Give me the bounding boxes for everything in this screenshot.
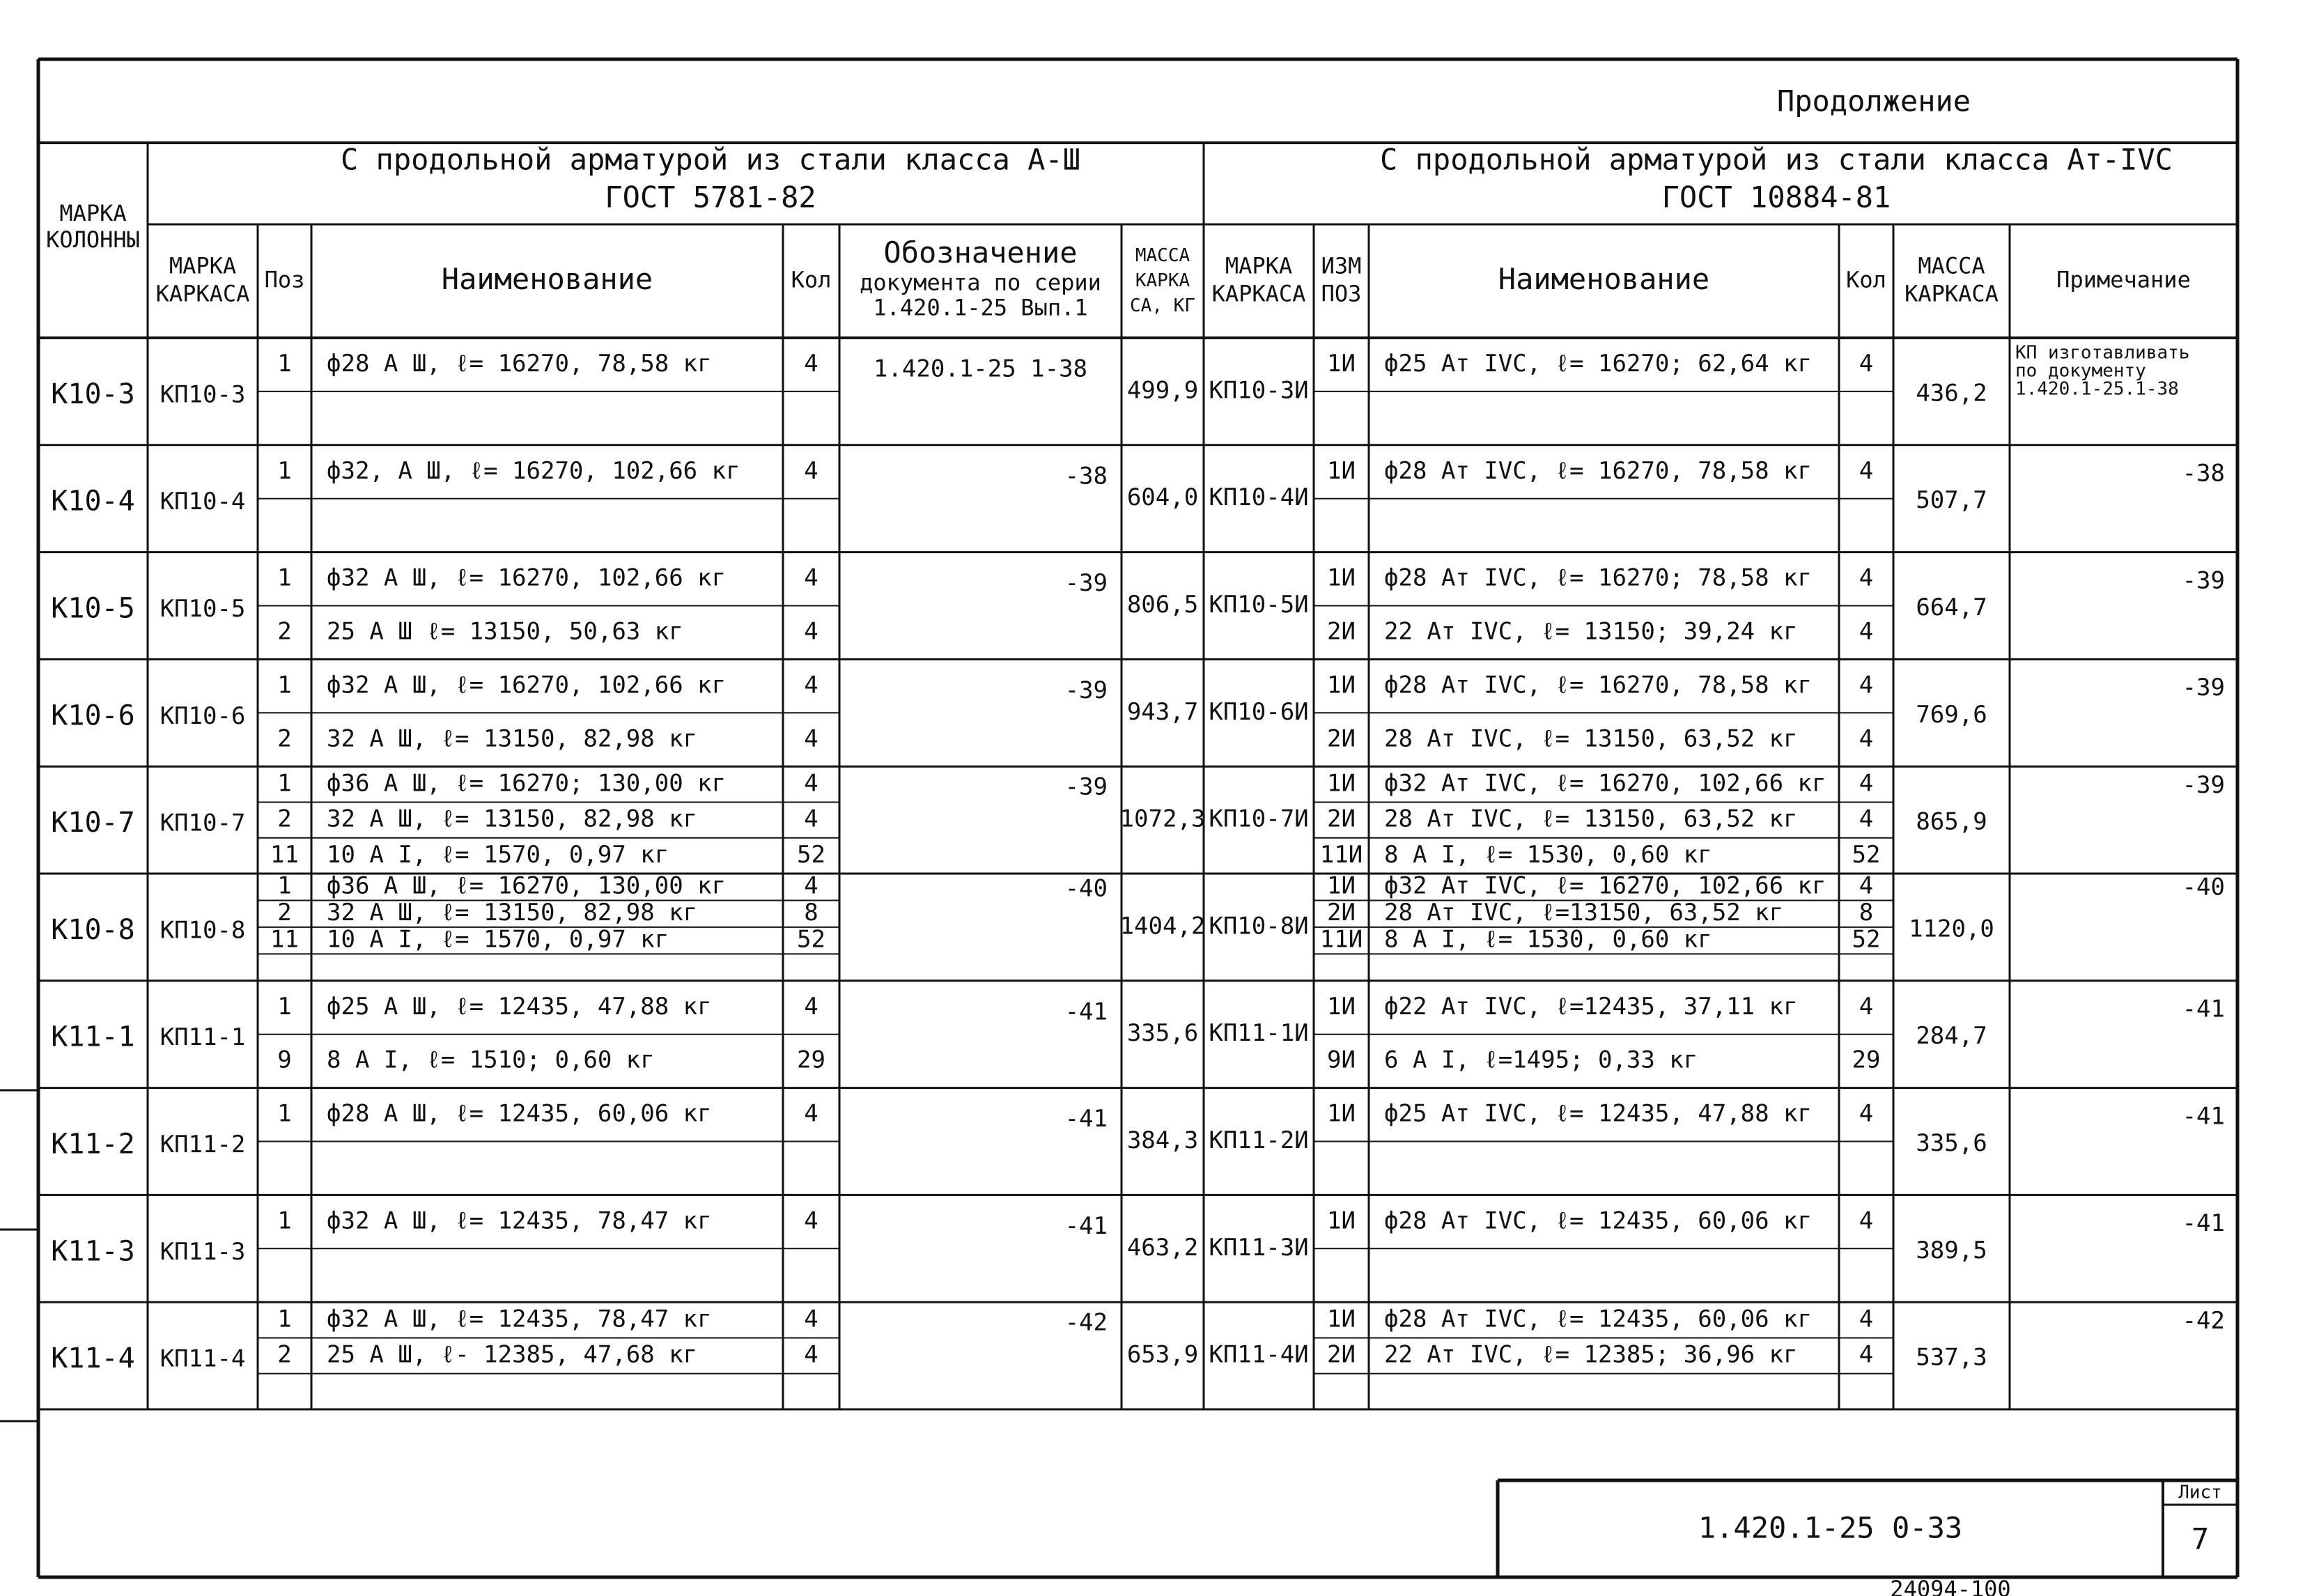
massa-value: 806,5 bbox=[1126, 591, 1199, 619]
poz-cell: 11 bbox=[270, 925, 299, 954]
naimenovanie-cell-r: 28 Ат ІVС, ℓ= 13150, 63,52 кг bbox=[1384, 805, 1798, 833]
naimenovanie-cell-r: ф25 Ат ІVС, ℓ= 12435, 47,88 кг bbox=[1384, 1099, 1813, 1128]
kol-cell-r: 4 bbox=[1859, 805, 1874, 833]
karkas-mark: КП11-2 bbox=[160, 1131, 246, 1159]
poz-cell: 2 bbox=[277, 617, 292, 646]
kol-cell-r: 4 bbox=[1859, 617, 1874, 646]
massa-value-r: 865,9 bbox=[1916, 807, 1987, 836]
kol-cell-r: 4 bbox=[1859, 769, 1874, 798]
note-text: -39 bbox=[2182, 770, 2225, 799]
doc-designation: -39 bbox=[1064, 569, 1108, 598]
massa-value: 384,3 bbox=[1126, 1126, 1199, 1154]
poz-cell: 1 bbox=[277, 1207, 292, 1235]
note-text: -41 bbox=[2182, 1102, 2225, 1131]
doc-designation: -39 bbox=[1064, 676, 1108, 705]
header-marka-karkasa: МАРКА bbox=[169, 252, 237, 279]
header-marka-karkasa-r: КАРКАСА bbox=[1211, 280, 1306, 307]
karkas-mark: КП11-3 bbox=[160, 1237, 246, 1266]
header-poz: Поз bbox=[264, 266, 305, 293]
naimenovanie-cell-r: ф28 Ат ІVС, ℓ= 12435, 60,06 кг bbox=[1384, 1305, 1813, 1333]
massa-value-r: 1120,0 bbox=[1909, 915, 1994, 943]
poz-cell: 1 bbox=[277, 1099, 292, 1128]
izm-poz-cell: 2И bbox=[1327, 805, 1356, 833]
karkas-mark-r: КП10-7И bbox=[1209, 805, 1309, 833]
kol-cell: 4 bbox=[804, 349, 818, 378]
poz-cell: 1 bbox=[277, 456, 292, 485]
kol-cell: 4 bbox=[804, 769, 818, 798]
note-text: 1.420.1-25.1-38 bbox=[2015, 378, 2179, 400]
karkas-mark: КП10-4 bbox=[160, 488, 246, 516]
header-massa-r: КАРКАСА bbox=[1904, 280, 1999, 307]
naimenovanie-cell-r: ф25 Ат ІVС, ℓ= 16270; 62,64 кг bbox=[1384, 349, 1813, 378]
naimenovanie-cell: 10 А І, ℓ= 1570, 0,97 кг bbox=[327, 840, 669, 869]
naimenovanie-cell-r: ф28 Ат ІVС, ℓ= 12435, 60,06 кг bbox=[1384, 1207, 1813, 1235]
kol-cell-r: 4 bbox=[1859, 871, 1874, 900]
karkas-mark-r: КП11-2И bbox=[1209, 1126, 1309, 1154]
naimenovanie-cell: ф36 А Ш, ℓ= 16270; 130,00 кг bbox=[327, 769, 727, 798]
izm-poz-cell: 2И bbox=[1327, 725, 1356, 753]
kolonna-mark: К11-4 bbox=[51, 1342, 135, 1375]
kol-cell-r: 4 bbox=[1859, 725, 1874, 753]
note-text: -39 bbox=[2182, 566, 2225, 595]
kolonna-mark: К10-6 bbox=[51, 699, 135, 732]
naimenovanie-cell-r: 22 Ат ІVС, ℓ= 12385; 36,96 кг bbox=[1384, 1340, 1798, 1369]
karkas-mark-r: КП10-3И bbox=[1209, 376, 1309, 405]
stamp-sheet-number: 7 bbox=[2191, 1521, 2210, 1556]
izm-poz-cell: 1И bbox=[1327, 992, 1356, 1021]
group-right-gost: ГОСТ 10884-81 bbox=[1661, 180, 1891, 215]
group-right-title: С продольной арматурой из стали класса Ат-ІVС bbox=[1380, 142, 2173, 177]
footer-number: 24094-100 bbox=[1890, 1576, 2011, 1596]
header-marka-kolonny: МАРКА bbox=[59, 200, 127, 226]
kol-cell-r: 4 bbox=[1859, 1340, 1874, 1369]
header-naimenovanie-r: Наименование bbox=[1498, 262, 1710, 296]
karkas-mark: КП10-7 bbox=[160, 809, 246, 837]
kol-cell: 4 bbox=[804, 725, 818, 753]
poz-cell: 1 bbox=[277, 671, 292, 699]
header-massa: МАССА bbox=[1135, 245, 1190, 266]
header-marka-karkasa: КАРКАСА bbox=[155, 280, 250, 307]
karkas-mark-r: КП10-4И bbox=[1209, 483, 1309, 512]
kolonna-mark: К10-8 bbox=[51, 913, 135, 946]
note-text: -38 bbox=[2182, 459, 2225, 488]
izm-poz-cell: 1И bbox=[1327, 1207, 1356, 1235]
massa-value: 463,2 bbox=[1126, 1233, 1199, 1262]
kolonna-mark: К10-7 bbox=[51, 807, 135, 839]
izm-poz-cell: 1И bbox=[1327, 564, 1356, 592]
note-text: -41 bbox=[2182, 995, 2225, 1023]
header-izm-poz: ПОЗ bbox=[1321, 280, 1362, 307]
note-text: -39 bbox=[2182, 674, 2225, 702]
massa-value-r: 436,2 bbox=[1916, 379, 1987, 408]
kol-cell-r: 4 bbox=[1859, 1305, 1874, 1333]
kol-cell: 4 bbox=[804, 871, 818, 900]
kol-cell: 4 bbox=[804, 1099, 818, 1128]
karkas-mark: КП11-1 bbox=[160, 1023, 246, 1052]
header-oboznachenie: 1.420.1-25 Вып.1 bbox=[873, 294, 1088, 321]
note-text: -41 bbox=[2182, 1209, 2225, 1238]
massa-value-r: 664,7 bbox=[1916, 594, 1987, 621]
kolonna-mark: К10-3 bbox=[51, 378, 135, 410]
doc-designation: 1.420.1-25 1-38 bbox=[873, 355, 1088, 383]
karkas-mark-r: КП10-5И bbox=[1209, 591, 1309, 619]
poz-cell: 1 bbox=[277, 349, 292, 378]
naimenovanie-cell: 25 А Ш, ℓ- 12385, 47,68 кг bbox=[327, 1340, 698, 1369]
poz-cell: 2 bbox=[277, 725, 292, 753]
naimenovanie-cell: ф28 А Ш, ℓ= 16270, 78,58 кг bbox=[327, 349, 712, 378]
kol-cell: 52 bbox=[797, 840, 825, 869]
izm-poz-cell: 1И bbox=[1327, 1099, 1356, 1128]
naimenovanie-cell-r: 8 А І, ℓ= 1530, 0,60 кг bbox=[1384, 925, 1712, 954]
poz-cell: 11 bbox=[270, 840, 299, 869]
kol-cell-r: 4 bbox=[1859, 1207, 1874, 1235]
naimenovanie-cell: 8 А І, ℓ= 1510; 0,60 кг bbox=[327, 1046, 655, 1074]
kolonna-mark: К11-1 bbox=[51, 1021, 135, 1053]
karkas-mark-r: КП11-3И bbox=[1209, 1233, 1309, 1262]
naimenovanie-cell: 25 А Ш ℓ= 13150, 50,63 кг bbox=[327, 617, 683, 646]
massa-value: 335,6 bbox=[1126, 1019, 1199, 1048]
header-kol: Кол bbox=[791, 266, 832, 293]
kolonna-mark: К10-5 bbox=[51, 592, 135, 625]
kol-cell-r: 52 bbox=[1852, 840, 1881, 869]
kol-cell: 4 bbox=[804, 456, 818, 485]
group-left-title: С продольной арматурой из стали класса А-Ш bbox=[340, 142, 1081, 177]
kolonna-mark: К11-3 bbox=[51, 1235, 135, 1268]
kol-cell-r: 4 bbox=[1859, 1099, 1874, 1128]
massa-value: 1072,3 bbox=[1119, 805, 1206, 833]
doc-designation: -40 bbox=[1064, 874, 1108, 903]
naimenovanie-cell-r: 6 А І, ℓ=1495; 0,33 кг bbox=[1384, 1046, 1698, 1074]
naimenovanie-cell-r: ф22 Ат ІVС, ℓ=12435, 37,11 кг bbox=[1384, 992, 1798, 1021]
doc-designation: -41 bbox=[1064, 1105, 1108, 1133]
kol-cell-r: 29 bbox=[1852, 1046, 1881, 1074]
izm-poz-cell: 1И bbox=[1327, 769, 1356, 798]
header-marka-karkasa-r: МАРКА bbox=[1225, 252, 1293, 279]
header-oboznachenie: документа по серии bbox=[860, 269, 1101, 296]
naimenovanie-cell-r: ф32 Ат ІVС, ℓ= 16270, 102,66 кг bbox=[1384, 871, 1826, 900]
poz-cell: 1 bbox=[277, 992, 292, 1021]
header-massa-r: МАССА bbox=[1918, 252, 1985, 279]
naimenovanie-cell-r: 8 А І, ℓ= 1530, 0,60 кг bbox=[1384, 840, 1712, 869]
naimenovanie-cell-r: ф32 Ат ІVС, ℓ= 16270, 102,66 кг bbox=[1384, 769, 1826, 798]
naimenovanie-cell: 32 А Ш, ℓ= 13150, 82,98 кг bbox=[327, 725, 698, 753]
izm-poz-cell: 2И bbox=[1327, 617, 1356, 646]
naimenovanie-cell-r: 22 Ат ІVС, ℓ= 13150; 39,24 кг bbox=[1384, 617, 1798, 646]
naimenovanie-cell: 32 А Ш, ℓ= 13150, 82,98 кг bbox=[327, 899, 698, 927]
kol-cell: 4 bbox=[804, 671, 818, 699]
massa-value: 943,7 bbox=[1126, 697, 1199, 726]
massa-value-r: 335,6 bbox=[1916, 1129, 1987, 1157]
izm-poz-cell: 1И bbox=[1327, 671, 1356, 699]
massa-value-r: 507,7 bbox=[1916, 486, 1987, 515]
kol-cell: 29 bbox=[797, 1046, 825, 1074]
group-left-gost: ГОСТ 5781-82 bbox=[605, 180, 816, 215]
izm-poz-cell: 9И bbox=[1327, 1046, 1356, 1074]
karkas-mark-r: КП10-6И bbox=[1209, 697, 1309, 726]
izm-poz-cell: 11И bbox=[1319, 840, 1363, 869]
kol-cell: 4 bbox=[804, 805, 818, 833]
kol-cell-r: 4 bbox=[1859, 992, 1874, 1021]
kol-cell-r: 8 bbox=[1859, 899, 1874, 927]
karkas-mark-r: КП11-4И bbox=[1209, 1340, 1309, 1369]
massa-value-r: 284,7 bbox=[1916, 1022, 1987, 1051]
massa-value: 653,9 bbox=[1126, 1340, 1199, 1369]
naimenovanie-cell: ф32 А Ш, ℓ= 12435, 78,47 кг bbox=[327, 1305, 712, 1333]
continuation-label: Продолжение bbox=[1776, 84, 1971, 118]
izm-poz-cell: 2И bbox=[1327, 1340, 1356, 1369]
doc-designation: -42 bbox=[1064, 1308, 1108, 1337]
naimenovanie-cell: ф32 А Ш, ℓ= 12435, 78,47 кг bbox=[327, 1207, 712, 1235]
karkas-mark-r: КП11-1И bbox=[1209, 1019, 1309, 1048]
kol-cell-r: 4 bbox=[1859, 671, 1874, 699]
note-text: по документу bbox=[2015, 360, 2146, 382]
header-primechanie: Примечание bbox=[2056, 266, 2191, 293]
naimenovanie-cell-r: ф28 Ат ІVС, ℓ= 16270, 78,58 кг bbox=[1384, 671, 1813, 699]
note-text: КП изготавливать bbox=[2015, 342, 2190, 364]
karkas-mark: КП11-4 bbox=[160, 1345, 246, 1373]
naimenovanie-cell-r: 28 Ат ІVС, ℓ= 13150, 63,52 кг bbox=[1384, 725, 1798, 753]
note-text: -40 bbox=[2182, 873, 2225, 901]
doc-designation: -41 bbox=[1064, 1212, 1108, 1241]
naimenovanie-cell-r: ф28 Ат ІVС, ℓ= 16270; 78,58 кг bbox=[1384, 564, 1813, 592]
naimenovanie-cell-r: ф28 Ат ІVС, ℓ= 16270, 78,58 кг bbox=[1384, 456, 1813, 485]
doc-designation: -41 bbox=[1064, 998, 1108, 1026]
kol-cell: 52 bbox=[797, 925, 825, 954]
naimenovanie-cell: ф32 А Ш, ℓ= 16270, 102,66 кг bbox=[327, 564, 727, 592]
naimenovanie-cell: 10 А І, ℓ= 1570, 0,97 кг bbox=[327, 925, 669, 954]
naimenovanie-cell-r: 28 Ат ІVС, ℓ=13150, 63,52 кг bbox=[1384, 899, 1784, 927]
naimenovanie-cell: ф36 А Ш, ℓ= 16270, 130,00 кг bbox=[327, 871, 727, 900]
kolonna-mark: К11-2 bbox=[51, 1128, 135, 1161]
massa-value-r: 769,6 bbox=[1916, 700, 1987, 729]
naimenovanie-cell: ф32 А Ш, ℓ= 16270, 102,66 кг bbox=[327, 671, 727, 699]
poz-cell: 1 bbox=[277, 564, 292, 592]
kol-cell: 4 bbox=[804, 1340, 818, 1369]
kol-cell: 4 bbox=[804, 617, 818, 646]
poz-cell: 1 bbox=[277, 871, 292, 900]
kol-cell: 4 bbox=[804, 1305, 818, 1333]
izm-poz-cell: 1И bbox=[1327, 456, 1356, 485]
kol-cell: 4 bbox=[804, 564, 818, 592]
header-oboznachenie: Обозначение bbox=[883, 235, 1078, 270]
karkas-mark-r: КП10-8И bbox=[1209, 912, 1309, 940]
massa-value: 604,0 bbox=[1126, 483, 1199, 512]
header-marka-kolonny: КОЛОННЫ bbox=[46, 226, 140, 253]
kol-cell-r: 52 bbox=[1852, 925, 1881, 954]
kol-cell: 4 bbox=[804, 992, 818, 1021]
kol-cell-r: 4 bbox=[1859, 564, 1874, 592]
karkas-mark: КП10-8 bbox=[160, 916, 246, 945]
poz-cell: 2 bbox=[277, 805, 292, 833]
stamp-sheet-label: Лист bbox=[2178, 1482, 2222, 1503]
izm-poz-cell: 11И bbox=[1319, 925, 1363, 954]
karkas-mark: КП10-6 bbox=[160, 702, 246, 730]
header-massa: КАРКА bbox=[1135, 270, 1190, 291]
header-massa: СА, КГ bbox=[1130, 295, 1195, 316]
header-naimenovanie: Наименование bbox=[441, 262, 653, 296]
naimenovanie-cell: ф28 А Ш, ℓ= 12435, 60,06 кг bbox=[327, 1099, 712, 1128]
naimenovanie-cell: ф25 А Ш, ℓ= 12435, 47,88 кг bbox=[327, 992, 712, 1021]
doc-designation: -39 bbox=[1064, 773, 1108, 801]
massa-value: 1404,2 bbox=[1119, 912, 1206, 940]
kol-cell: 8 bbox=[804, 899, 818, 927]
massa-value: 499,9 bbox=[1126, 376, 1199, 405]
stamp-designation: 1.420.1-25 0-33 bbox=[1698, 1510, 1963, 1545]
poz-cell: 1 bbox=[277, 769, 292, 798]
header-kol-r: Кол bbox=[1846, 266, 1886, 293]
massa-value-r: 537,3 bbox=[1916, 1343, 1987, 1372]
izm-poz-cell: 2И bbox=[1327, 899, 1356, 927]
doc-designation: -38 bbox=[1064, 462, 1108, 490]
izm-poz-cell: 1И bbox=[1327, 349, 1356, 378]
massa-value-r: 389,5 bbox=[1916, 1236, 1987, 1264]
kol-cell: 4 bbox=[804, 1207, 818, 1235]
kol-cell-r: 4 bbox=[1859, 349, 1874, 378]
header-izm-poz: ИЗМ bbox=[1321, 252, 1362, 279]
izm-poz-cell: 1И bbox=[1327, 871, 1356, 900]
karkas-mark: КП10-5 bbox=[160, 595, 246, 623]
poz-cell: 2 bbox=[277, 899, 292, 927]
karkas-mark: КП10-3 bbox=[160, 380, 246, 409]
naimenovanie-cell: 32 А Ш, ℓ= 13150, 82,98 кг bbox=[327, 805, 698, 833]
poz-cell: 9 bbox=[277, 1046, 292, 1074]
naimenovanie-cell: ф32, А Ш, ℓ= 16270, 102,66 кг bbox=[327, 456, 740, 485]
kolonna-mark: К10-4 bbox=[51, 485, 135, 518]
note-text: -42 bbox=[2182, 1306, 2225, 1335]
kol-cell-r: 4 bbox=[1859, 456, 1874, 485]
poz-cell: 1 bbox=[277, 1305, 292, 1333]
izm-poz-cell: 1И bbox=[1327, 1305, 1356, 1333]
poz-cell: 2 bbox=[277, 1340, 292, 1369]
